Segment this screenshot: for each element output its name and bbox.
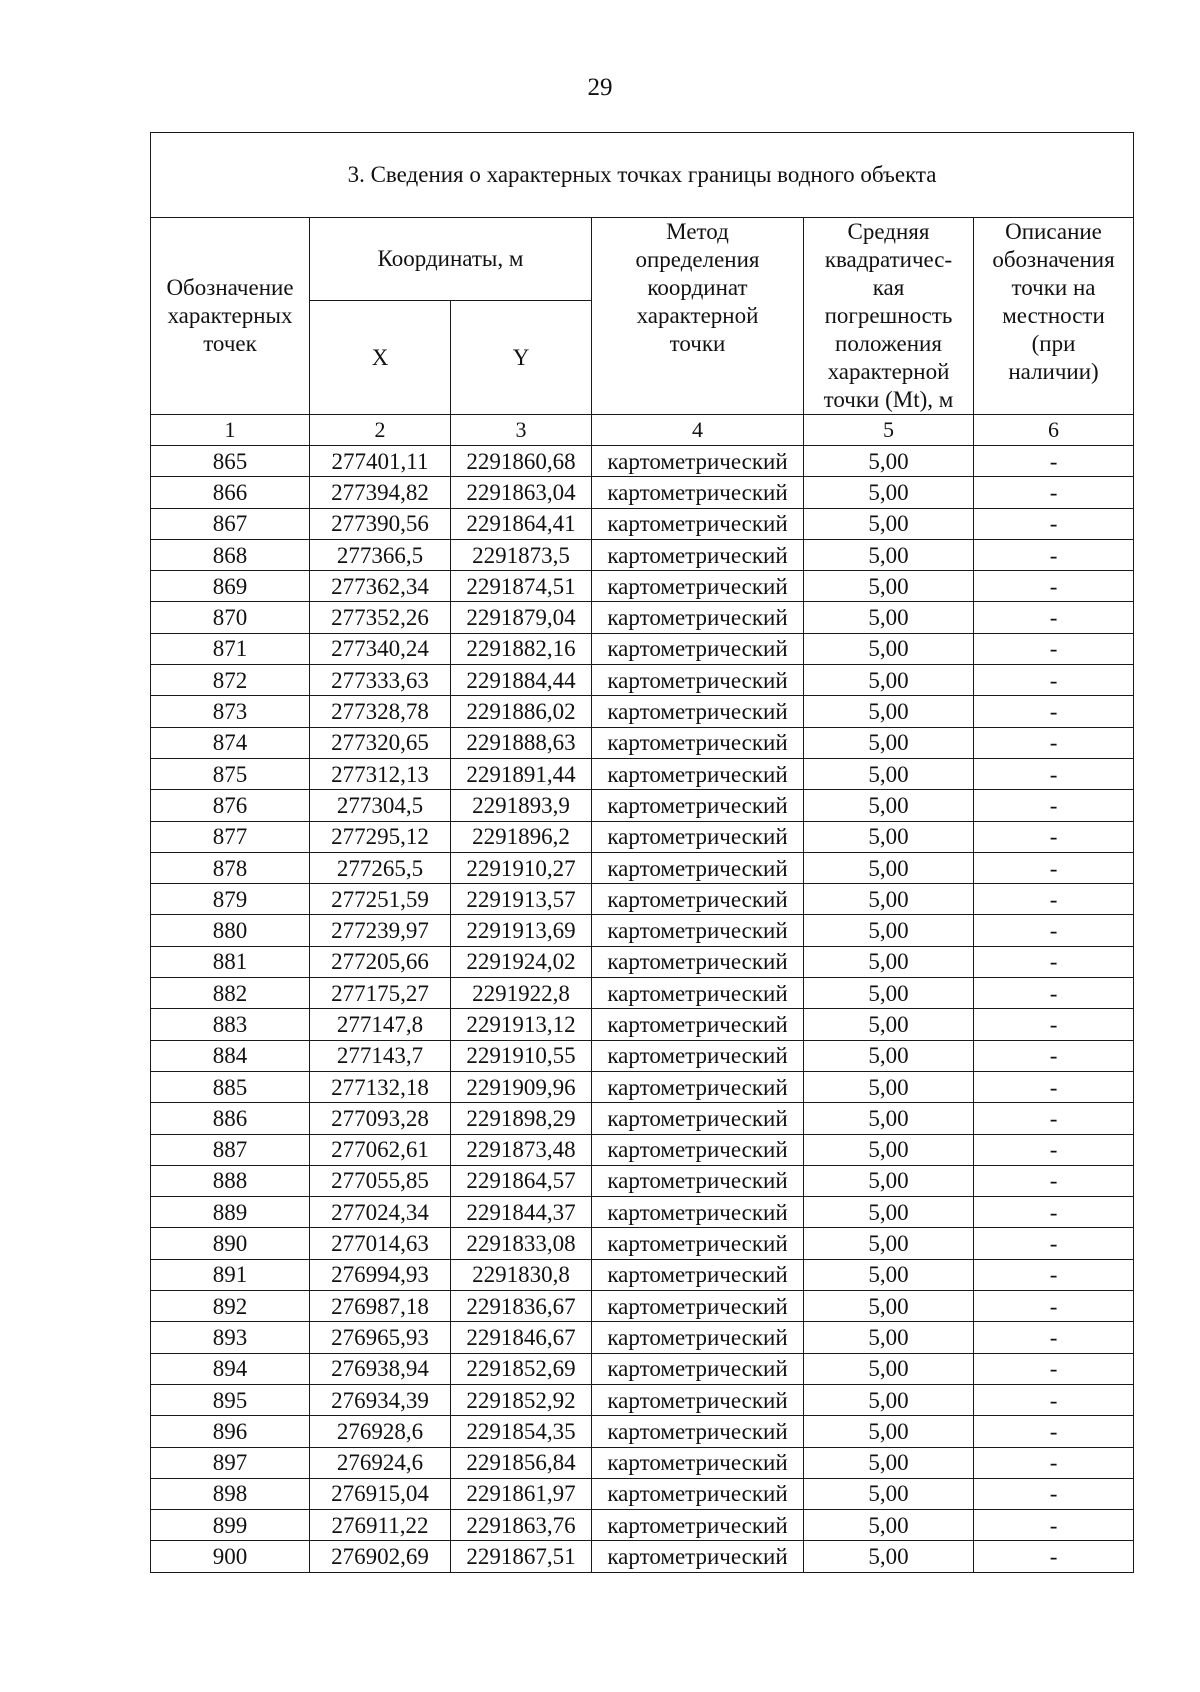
cell-x: 277055,85 bbox=[310, 1165, 451, 1196]
cell-method: картометрический bbox=[592, 1103, 804, 1134]
cell-point: 876 bbox=[151, 790, 310, 821]
table-row bbox=[151, 978, 1134, 1009]
cell-x: 277062,61 bbox=[310, 1134, 451, 1165]
cell-x: 277251,59 bbox=[310, 884, 451, 915]
cell-error: 5,00 bbox=[804, 1009, 974, 1040]
cell-error: 5,00 bbox=[804, 1510, 974, 1541]
table-row bbox=[151, 665, 1134, 696]
cell-point: 884 bbox=[151, 1040, 310, 1071]
table-row bbox=[151, 1009, 1134, 1040]
table-row bbox=[151, 446, 1134, 477]
cell-description: - bbox=[974, 1259, 1134, 1290]
cell-method: картометрический bbox=[592, 539, 804, 570]
cell-point: 869 bbox=[151, 571, 310, 602]
cell-y: 2291873,5 bbox=[451, 539, 592, 570]
column-number: 3 bbox=[451, 415, 592, 446]
cell-x: 277175,27 bbox=[310, 978, 451, 1009]
cell-method: картометрический bbox=[592, 1384, 804, 1415]
cell-x: 276938,94 bbox=[310, 1353, 451, 1384]
table-row bbox=[151, 508, 1134, 539]
cell-y: 2291846,67 bbox=[451, 1322, 592, 1353]
cell-description: - bbox=[974, 1416, 1134, 1447]
cell-y: 2291888,63 bbox=[451, 727, 592, 758]
cell-description: - bbox=[974, 978, 1134, 1009]
cell-description: - bbox=[974, 446, 1134, 477]
cell-y: 2291864,41 bbox=[451, 508, 592, 539]
cell-x: 277239,97 bbox=[310, 915, 451, 946]
cell-description: - bbox=[974, 727, 1134, 758]
cell-y: 2291891,44 bbox=[451, 758, 592, 789]
cell-x: 276928,6 bbox=[310, 1416, 451, 1447]
cell-y: 2291879,04 bbox=[451, 602, 592, 633]
cell-method: картометрический bbox=[592, 1541, 804, 1572]
cell-y: 2291910,55 bbox=[451, 1040, 592, 1071]
cell-method: картометрический bbox=[592, 884, 804, 915]
cell-point: 894 bbox=[151, 1353, 310, 1384]
cell-error: 5,00 bbox=[804, 477, 974, 508]
cell-description: - bbox=[974, 508, 1134, 539]
table-row bbox=[151, 1197, 1134, 1228]
cell-error: 5,00 bbox=[804, 1197, 974, 1228]
column-numbers-row bbox=[151, 415, 1134, 446]
cell-point: 900 bbox=[151, 1541, 310, 1572]
cell-point: 887 bbox=[151, 1134, 310, 1165]
cell-method: картометрический bbox=[592, 665, 804, 696]
cell-point: 889 bbox=[151, 1197, 310, 1228]
cell-x: 276915,04 bbox=[310, 1478, 451, 1509]
cell-point: 866 bbox=[151, 477, 310, 508]
cell-x: 277265,5 bbox=[310, 852, 451, 883]
cell-method: картометрический bbox=[592, 1478, 804, 1509]
cell-error: 5,00 bbox=[804, 571, 974, 602]
cell-method: картометрический bbox=[592, 758, 804, 789]
cell-point: 881 bbox=[151, 946, 310, 977]
cell-error: 5,00 bbox=[804, 602, 974, 633]
cell-error: 5,00 bbox=[804, 1416, 974, 1447]
header-error: Средняя квадратичес-кая погрешность положения характерной точки (Mt), м bbox=[804, 218, 974, 415]
cell-y: 2291860,68 bbox=[451, 446, 592, 477]
cell-error: 5,00 bbox=[804, 946, 974, 977]
cell-point: 893 bbox=[151, 1322, 310, 1353]
cell-method: картометрический bbox=[592, 727, 804, 758]
cell-description: - bbox=[974, 1353, 1134, 1384]
cell-y: 2291852,69 bbox=[451, 1353, 592, 1384]
column-number: 5 bbox=[804, 415, 974, 446]
cell-method: картометрический bbox=[592, 1071, 804, 1102]
table-row bbox=[151, 1384, 1134, 1415]
cell-method: картометрический bbox=[592, 508, 804, 539]
table-title: 3. Сведения о характерных точках границы водного объекта bbox=[151, 133, 1134, 218]
cell-y: 2291867,51 bbox=[451, 1541, 592, 1572]
cell-error: 5,00 bbox=[804, 884, 974, 915]
cell-description: - bbox=[974, 1478, 1134, 1509]
cell-method: картометрический bbox=[592, 571, 804, 602]
cell-error: 5,00 bbox=[804, 1134, 974, 1165]
cell-y: 2291896,2 bbox=[451, 821, 592, 852]
cell-description: - bbox=[974, 946, 1134, 977]
cell-description: - bbox=[974, 1322, 1134, 1353]
cell-y: 2291874,51 bbox=[451, 571, 592, 602]
cell-error: 5,00 bbox=[804, 508, 974, 539]
cell-y: 2291884,44 bbox=[451, 665, 592, 696]
cell-x: 276911,22 bbox=[310, 1510, 451, 1541]
cell-description: - bbox=[974, 633, 1134, 664]
cell-method: картометрический bbox=[592, 1447, 804, 1478]
cell-method: картометрический bbox=[592, 821, 804, 852]
cell-method: картометрический bbox=[592, 1259, 804, 1290]
table-row bbox=[151, 1478, 1134, 1509]
cell-x: 277132,18 bbox=[310, 1071, 451, 1102]
cell-method: картометрический bbox=[592, 915, 804, 946]
cell-y: 2291893,9 bbox=[451, 790, 592, 821]
cell-method: картометрический bbox=[592, 852, 804, 883]
cell-y: 2291910,27 bbox=[451, 852, 592, 883]
cell-error: 5,00 bbox=[804, 446, 974, 477]
table-row bbox=[151, 1447, 1134, 1478]
cell-method: картометрический bbox=[592, 1291, 804, 1322]
column-number: 2 bbox=[310, 415, 451, 446]
cell-description: - bbox=[974, 1134, 1134, 1165]
table-row bbox=[151, 1165, 1134, 1196]
cell-y: 2291863,04 bbox=[451, 477, 592, 508]
cell-point: 872 bbox=[151, 665, 310, 696]
table-row bbox=[151, 1416, 1134, 1447]
cell-y: 2291913,57 bbox=[451, 884, 592, 915]
table-row bbox=[151, 602, 1134, 633]
header-description: Описание обозначения точки на местности (при наличии) bbox=[974, 218, 1134, 415]
cell-method: картометрический bbox=[592, 1510, 804, 1541]
cell-x: 277401,11 bbox=[310, 446, 451, 477]
cell-description: - bbox=[974, 1510, 1134, 1541]
cell-method: картометрический bbox=[592, 790, 804, 821]
cell-error: 5,00 bbox=[804, 727, 974, 758]
cell-error: 5,00 bbox=[804, 696, 974, 727]
cell-method: картометрический bbox=[592, 696, 804, 727]
header-coordinates: Координаты, м bbox=[310, 218, 592, 301]
cell-y: 2291864,57 bbox=[451, 1165, 592, 1196]
cell-point: 878 bbox=[151, 852, 310, 883]
cell-method: картометрический bbox=[592, 477, 804, 508]
cell-x: 277394,82 bbox=[310, 477, 451, 508]
cell-error: 5,00 bbox=[804, 665, 974, 696]
cell-error: 5,00 bbox=[804, 1259, 974, 1290]
cell-x: 277333,63 bbox=[310, 665, 451, 696]
table-row bbox=[151, 915, 1134, 946]
cell-y: 2291913,69 bbox=[451, 915, 592, 946]
cell-error: 5,00 bbox=[804, 1322, 974, 1353]
cell-x: 277093,28 bbox=[310, 1103, 451, 1134]
cell-x: 276994,93 bbox=[310, 1259, 451, 1290]
cell-error: 5,00 bbox=[804, 1071, 974, 1102]
title-row bbox=[151, 133, 1134, 218]
cell-y: 2291898,29 bbox=[451, 1103, 592, 1134]
cell-y: 2291854,35 bbox=[451, 1416, 592, 1447]
column-number: 1 bbox=[151, 415, 310, 446]
header-y: Y bbox=[451, 301, 592, 415]
cell-description: - bbox=[974, 1071, 1134, 1102]
cell-method: картометрический bbox=[592, 1353, 804, 1384]
cell-error: 5,00 bbox=[804, 758, 974, 789]
cell-description: - bbox=[974, 1040, 1134, 1071]
table-row bbox=[151, 696, 1134, 727]
cell-y: 2291924,02 bbox=[451, 946, 592, 977]
cell-point: 867 bbox=[151, 508, 310, 539]
cell-method: картометрический bbox=[592, 946, 804, 977]
cell-description: - bbox=[974, 884, 1134, 915]
cell-error: 5,00 bbox=[804, 1353, 974, 1384]
cell-point: 868 bbox=[151, 539, 310, 570]
cell-y: 2291861,97 bbox=[451, 1478, 592, 1509]
cell-x: 277390,56 bbox=[310, 508, 451, 539]
cell-point: 873 bbox=[151, 696, 310, 727]
page-number: 29 bbox=[587, 74, 613, 101]
cell-point: 886 bbox=[151, 1103, 310, 1134]
table-row bbox=[151, 758, 1134, 789]
cell-error: 5,00 bbox=[804, 1165, 974, 1196]
cell-x: 276902,69 bbox=[310, 1541, 451, 1572]
table-row bbox=[151, 539, 1134, 570]
cell-x: 277320,65 bbox=[310, 727, 451, 758]
cell-description: - bbox=[974, 1384, 1134, 1415]
cell-description: - bbox=[974, 790, 1134, 821]
cell-point: 870 bbox=[151, 602, 310, 633]
cell-description: - bbox=[974, 602, 1134, 633]
cell-point: 880 bbox=[151, 915, 310, 946]
table-row bbox=[151, 1071, 1134, 1102]
cell-x: 277328,78 bbox=[310, 696, 451, 727]
cell-description: - bbox=[974, 821, 1134, 852]
cell-error: 5,00 bbox=[804, 1478, 974, 1509]
cell-y: 2291909,96 bbox=[451, 1071, 592, 1102]
cell-x: 277362,34 bbox=[310, 571, 451, 602]
cell-point: 898 bbox=[151, 1478, 310, 1509]
column-number: 4 bbox=[592, 415, 804, 446]
cell-y: 2291922,8 bbox=[451, 978, 592, 1009]
cell-point: 890 bbox=[151, 1228, 310, 1259]
table-row bbox=[151, 1322, 1134, 1353]
cell-point: 892 bbox=[151, 1291, 310, 1322]
cell-x: 277143,7 bbox=[310, 1040, 451, 1071]
cell-error: 5,00 bbox=[804, 1447, 974, 1478]
cell-point: 897 bbox=[151, 1447, 310, 1478]
cell-point: 891 bbox=[151, 1259, 310, 1290]
cell-description: - bbox=[974, 571, 1134, 602]
cell-method: картометрический bbox=[592, 1416, 804, 1447]
cell-x: 277205,66 bbox=[310, 946, 451, 977]
cell-error: 5,00 bbox=[804, 539, 974, 570]
cell-method: картометрический bbox=[592, 1228, 804, 1259]
cell-description: - bbox=[974, 1103, 1134, 1134]
cell-method: картометрический bbox=[592, 1165, 804, 1196]
cell-error: 5,00 bbox=[804, 1103, 974, 1134]
cell-point: 885 bbox=[151, 1071, 310, 1102]
cell-point: 874 bbox=[151, 727, 310, 758]
cell-x: 276924,6 bbox=[310, 1447, 451, 1478]
cell-method: картометрический bbox=[592, 1322, 804, 1353]
cell-method: картометрический bbox=[592, 602, 804, 633]
table-row bbox=[151, 1103, 1134, 1134]
table-row bbox=[151, 790, 1134, 821]
cell-description: - bbox=[974, 1447, 1134, 1478]
cell-y: 2291844,37 bbox=[451, 1197, 592, 1228]
cell-description: - bbox=[974, 915, 1134, 946]
cell-description: - bbox=[974, 539, 1134, 570]
boundary-points-table bbox=[150, 132, 1134, 1573]
cell-x: 277295,12 bbox=[310, 821, 451, 852]
cell-point: 888 bbox=[151, 1165, 310, 1196]
cell-point: 882 bbox=[151, 978, 310, 1009]
cell-x: 277014,63 bbox=[310, 1228, 451, 1259]
cell-point: 865 bbox=[151, 446, 310, 477]
cell-description: - bbox=[974, 1541, 1134, 1572]
cell-method: картометрический bbox=[592, 1134, 804, 1165]
table-row bbox=[151, 1228, 1134, 1259]
cell-x: 276934,39 bbox=[310, 1384, 451, 1415]
cell-x: 276987,18 bbox=[310, 1291, 451, 1322]
cell-error: 5,00 bbox=[804, 821, 974, 852]
header-method: Метод определения координат характерной точки bbox=[592, 218, 804, 415]
cell-point: 877 bbox=[151, 821, 310, 852]
cell-x: 277352,26 bbox=[310, 602, 451, 633]
cell-y: 2291882,16 bbox=[451, 633, 592, 664]
cell-y: 2291873,48 bbox=[451, 1134, 592, 1165]
cell-x: 277024,34 bbox=[310, 1197, 451, 1228]
cell-error: 5,00 bbox=[804, 1040, 974, 1071]
cell-point: 883 bbox=[151, 1009, 310, 1040]
cell-point: 879 bbox=[151, 884, 310, 915]
cell-y: 2291863,76 bbox=[451, 1510, 592, 1541]
cell-y: 2291830,8 bbox=[451, 1259, 592, 1290]
cell-description: - bbox=[974, 1009, 1134, 1040]
cell-point: 875 bbox=[151, 758, 310, 789]
cell-y: 2291836,67 bbox=[451, 1291, 592, 1322]
cell-description: - bbox=[974, 665, 1134, 696]
table-row bbox=[151, 821, 1134, 852]
cell-y: 2291856,84 bbox=[451, 1447, 592, 1478]
cell-y: 2291913,12 bbox=[451, 1009, 592, 1040]
table-body bbox=[151, 133, 1134, 1573]
cell-x: 277340,24 bbox=[310, 633, 451, 664]
cell-method: картометрический bbox=[592, 446, 804, 477]
cell-point: 871 bbox=[151, 633, 310, 664]
cell-y: 2291886,02 bbox=[451, 696, 592, 727]
header-x: X bbox=[310, 301, 451, 415]
cell-x: 277366,5 bbox=[310, 539, 451, 570]
table-row bbox=[151, 1541, 1134, 1572]
table-row bbox=[151, 1510, 1134, 1541]
cell-method: картометрический bbox=[592, 1040, 804, 1071]
table-row bbox=[151, 884, 1134, 915]
table-row bbox=[151, 1291, 1134, 1322]
cell-description: - bbox=[974, 477, 1134, 508]
cell-error: 5,00 bbox=[804, 633, 974, 664]
cell-y: 2291833,08 bbox=[451, 1228, 592, 1259]
table-row bbox=[151, 477, 1134, 508]
column-number: 6 bbox=[974, 415, 1134, 446]
cell-description: - bbox=[974, 1291, 1134, 1322]
cell-description: - bbox=[974, 696, 1134, 727]
header-row-1 bbox=[151, 218, 1134, 301]
cell-error: 5,00 bbox=[804, 1541, 974, 1572]
cell-error: 5,00 bbox=[804, 1291, 974, 1322]
cell-x: 276965,93 bbox=[310, 1322, 451, 1353]
cell-method: картометрический bbox=[592, 633, 804, 664]
cell-error: 5,00 bbox=[804, 790, 974, 821]
table-row bbox=[151, 1040, 1134, 1071]
cell-y: 2291852,92 bbox=[451, 1384, 592, 1415]
table-row bbox=[151, 852, 1134, 883]
cell-error: 5,00 bbox=[804, 1228, 974, 1259]
table-row bbox=[151, 1353, 1134, 1384]
table-row bbox=[151, 1134, 1134, 1165]
table-row bbox=[151, 1259, 1134, 1290]
cell-description: - bbox=[974, 1228, 1134, 1259]
cell-description: - bbox=[974, 1165, 1134, 1196]
table-row bbox=[151, 946, 1134, 977]
cell-error: 5,00 bbox=[804, 915, 974, 946]
cell-point: 895 bbox=[151, 1384, 310, 1415]
cell-description: - bbox=[974, 758, 1134, 789]
cell-error: 5,00 bbox=[804, 1384, 974, 1415]
cell-description: - bbox=[974, 852, 1134, 883]
cell-description: - bbox=[974, 1197, 1134, 1228]
table-row bbox=[151, 633, 1134, 664]
table-row bbox=[151, 571, 1134, 602]
cell-x: 277312,13 bbox=[310, 758, 451, 789]
cell-x: 277147,8 bbox=[310, 1009, 451, 1040]
table-row bbox=[151, 727, 1134, 758]
cell-x: 277304,5 bbox=[310, 790, 451, 821]
cell-method: картометрический bbox=[592, 978, 804, 1009]
cell-method: картометрический bbox=[592, 1009, 804, 1040]
header-point: Обозначение характерных точек bbox=[151, 218, 310, 415]
cell-error: 5,00 bbox=[804, 852, 974, 883]
cell-error: 5,00 bbox=[804, 978, 974, 1009]
cell-point: 899 bbox=[151, 1510, 310, 1541]
cell-point: 896 bbox=[151, 1416, 310, 1447]
cell-method: картометрический bbox=[592, 1197, 804, 1228]
